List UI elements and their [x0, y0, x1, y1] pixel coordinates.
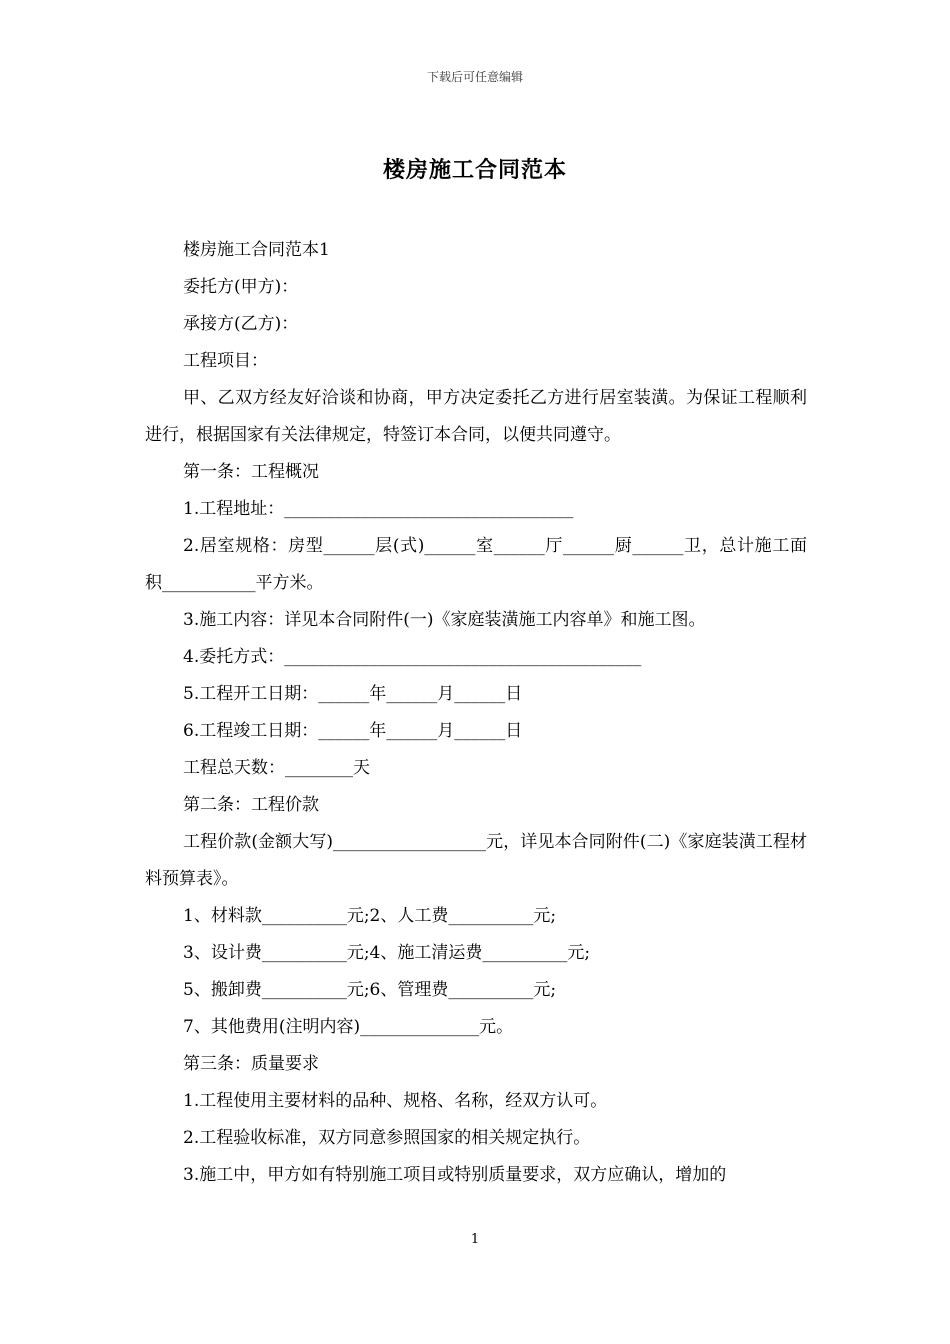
- paragraph-fee-1: 1、材料款__________元;2、人工费__________元;: [183, 906, 557, 926]
- paragraph-end-date: 6.工程竣工日期：______年______月______日: [183, 721, 523, 741]
- paragraph-fee-3: 5、搬卸费__________元;6、管理费__________元;: [183, 980, 557, 1000]
- paragraph-party-a: 委托方(甲方)：: [183, 277, 299, 297]
- header-note: 下载后可任意编辑: [426, 70, 523, 84]
- document-title: 楼房施工合同范本: [382, 157, 567, 183]
- paragraph-total-days: 工程总天数：________天: [183, 758, 370, 778]
- paragraph-quality-2: 2.工程验收标准，双方同意参照国家的相关规定执行。: [183, 1128, 591, 1148]
- paragraph-fee-2: 3、设计费__________元;4、施工清运费__________元;: [183, 943, 591, 963]
- paragraph-start-date: 5.工程开工日期：______年______月______日: [183, 684, 523, 704]
- paragraph-price: 工程价款(金额大写)__________________元，详见本合同附件(二)《家庭装潢工程材料预算表》。: [145, 832, 807, 889]
- paragraph-room-spec: 2.居室规格：房型______层(式)______室______厅______厨______卫，总计施工面积___________平方米。: [145, 536, 807, 593]
- paragraph-quality-3: 3.施工中，甲方如有特别施工项目或特别质量要求，双方应确认，增加的: [183, 1165, 727, 1185]
- paragraph-party-b: 承接方(乙方)：: [183, 314, 299, 334]
- paragraph-project: 工程项目：: [183, 351, 268, 371]
- paragraph-address: 1.工程地址：__________________________________: [183, 499, 574, 519]
- page-number: 1: [470, 1232, 480, 1247]
- paragraph-method: 4.委托方式：__________________________________________: [183, 647, 642, 667]
- paragraph-content: 3.施工内容：详见本合同附件(一)《家庭装潢施工内容单》和施工图。: [183, 610, 706, 630]
- contract-body: [145, 232, 807, 1194]
- paragraph-fee-4: 7、其他费用(注明内容)______________元。: [183, 1017, 514, 1037]
- section-heading-2: 第二条：工程价款: [183, 795, 319, 815]
- paragraph-contract-name: 楼房施工合同范本1: [183, 240, 330, 260]
- paragraph-quality-1: 1.工程使用主要材料的品种、规格、名称，经双方认可。: [183, 1091, 608, 1111]
- paragraph-intro: 甲、乙双方经友好洽谈和协商，甲方决定委托乙方进行居室装潢。为保证工程顺利进行，根据国家有关法律规定，特签订本合同，以便共同遵守。: [145, 388, 807, 445]
- section-heading-3: 第三条：质量要求: [183, 1054, 319, 1074]
- section-heading-1: 第一条：工程概况: [183, 462, 319, 482]
